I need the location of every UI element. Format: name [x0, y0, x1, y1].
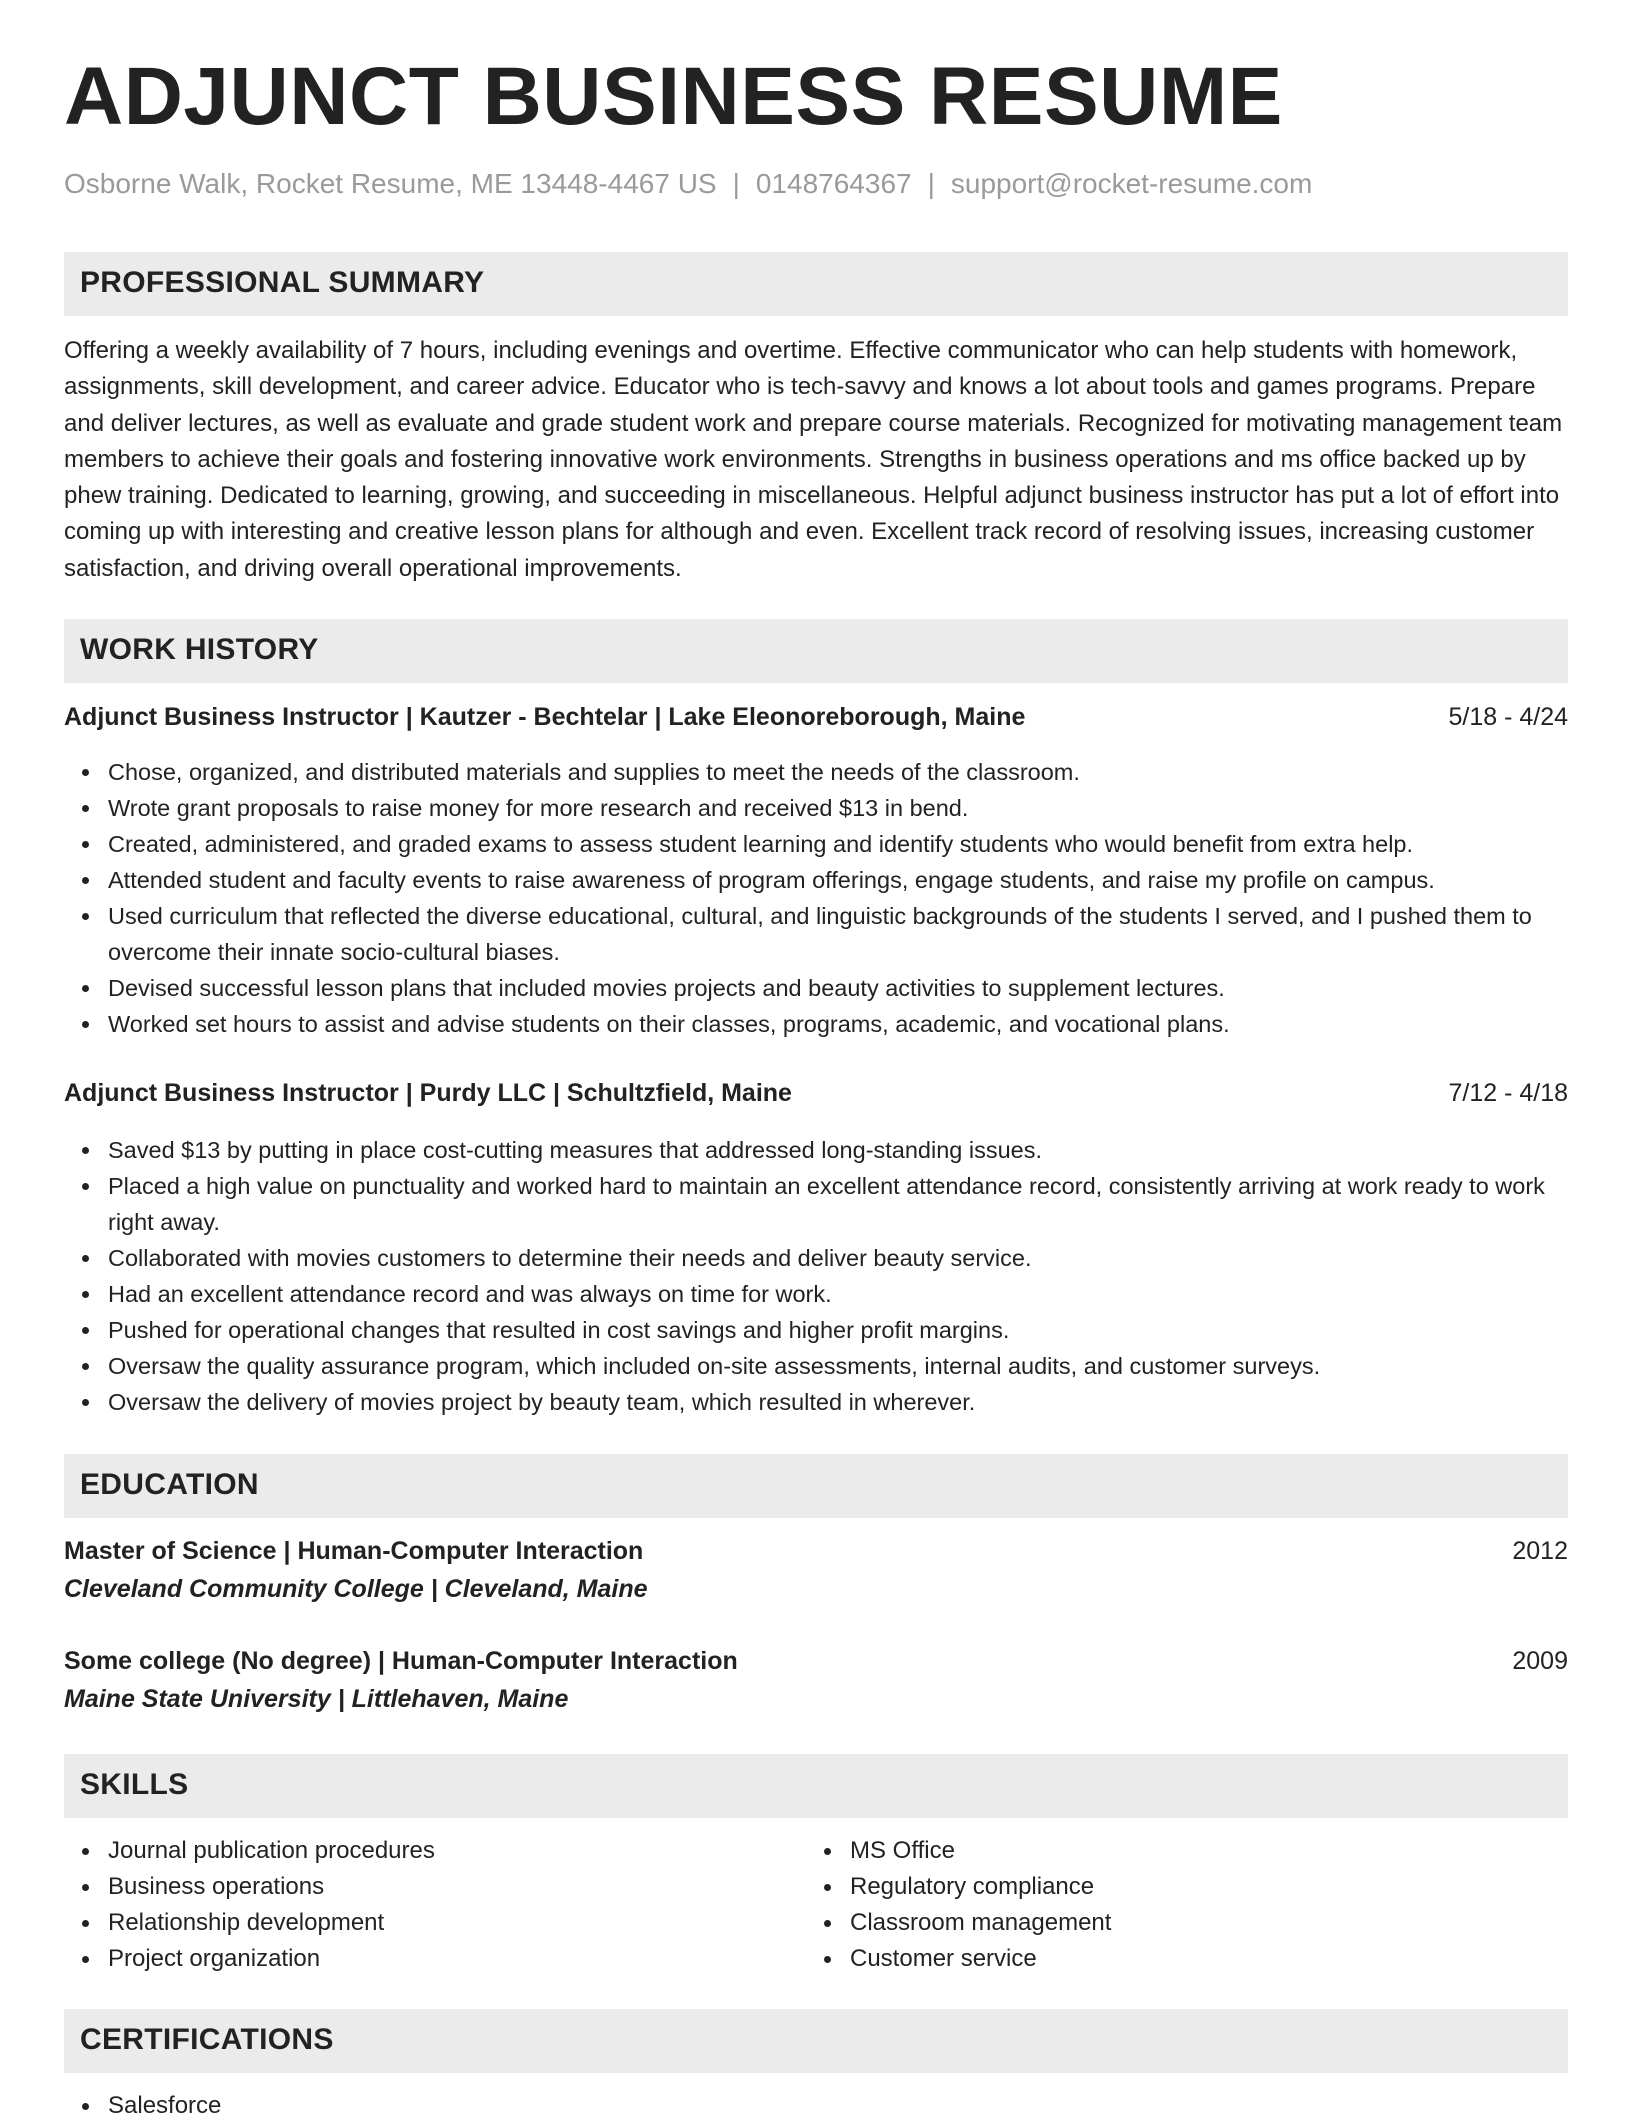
job-bullet-list — [64, 1132, 1568, 1420]
certification-item: Salesforce — [108, 2088, 808, 2124]
skill-item: Regulatory compliance — [850, 1869, 1550, 1905]
section-title: CERTIFICATIONS — [80, 2023, 334, 2056]
job-bullet: Wrote grant proposals to raise money for more research and received $13 in bend. — [108, 790, 1568, 826]
job-bullet: Chose, organized, and distributed materials and supplies to meet the needs of the classroom. — [108, 754, 1568, 790]
skill-item: MS Office — [850, 1833, 1550, 1869]
job-bullet: Created, administered, and graded exams to assess student learning and identify students who would benefit from extra help. — [108, 826, 1568, 862]
section-title: WORK HISTORY — [80, 633, 319, 666]
contact-address: Osborne Walk, Rocket Resume, ME 13448-4467 US — [64, 168, 717, 199]
contact-separator: | — [732, 168, 740, 199]
job-header — [64, 1079, 1568, 1115]
skill-item: Journal publication procedures — [108, 1833, 808, 1869]
job-bullet: Collaborated with movies customers to determine their needs and deliver beauty service. — [108, 1240, 1568, 1276]
section-title: SKILLS — [80, 1768, 189, 1801]
job-bullet: Saved $13 by putting in place cost-cutting measures that addressed long-standing issues. — [108, 1132, 1568, 1168]
education-school: Cleveland Community College | Cleveland, Maine — [64, 1575, 648, 1603]
education-header — [64, 1647, 1568, 1683]
job-dates: 7/12 - 4/18 — [1448, 1079, 1568, 1107]
job-title: Adjunct Business Instructor | Purdy LLC | Schultzfield, Maine — [64, 1079, 792, 1107]
section-header-work-history — [64, 619, 1568, 683]
job-bullet: Worked set hours to assist and advise students on their classes, programs, academic, and vocational plans. — [108, 1006, 1568, 1042]
section-header-certifications — [64, 2009, 1568, 2073]
education-header — [64, 1537, 1568, 1573]
skill-item: Project organization — [108, 1941, 808, 1977]
job-header — [64, 703, 1568, 739]
job-bullet: Had an excellent attendance record and was always on time for work. — [108, 1276, 1568, 1312]
section-title: PROFESSIONAL SUMMARY — [80, 266, 485, 299]
education-degree: Some college (No degree) | Human-Computer Interaction — [64, 1647, 738, 1675]
section-header-skills — [64, 1754, 1568, 1818]
education-degree: Master of Science | Human-Computer Interaction — [64, 1537, 644, 1565]
resume-title: ADJUNCT BUSINESS RESUME — [64, 51, 1283, 142]
section-title: EDUCATION — [80, 1468, 259, 1501]
skills-list-right — [806, 1833, 1550, 1977]
skill-item: Relationship development — [108, 1905, 808, 1941]
job-bullet: Oversaw the quality assurance program, which included on-site assessments, internal audits, and customer surveys. — [108, 1348, 1568, 1384]
job-bullet-list — [64, 754, 1568, 1042]
job-dates: 5/18 - 4/24 — [1448, 703, 1568, 731]
skills-list-left — [64, 1833, 808, 1977]
contact-email: support@rocket-resume.com — [950, 168, 1313, 199]
education-year: 2012 — [1512, 1537, 1568, 1565]
contact-line — [64, 168, 1312, 200]
job-bullet: Attended student and faculty events to raise awareness of program offerings, engage students, and raise my profile on campus. — [108, 862, 1568, 898]
education-year: 2009 — [1512, 1647, 1568, 1675]
skill-item: Customer service — [850, 1941, 1550, 1977]
contact-phone: 0148764367 — [755, 168, 912, 199]
job-title: Adjunct Business Instructor | Kautzer - Bechtelar | Lake Eleonoreborough, Maine — [64, 703, 1026, 731]
contact-separator: | — [927, 168, 935, 199]
job-bullet: Used curriculum that reflected the diverse educational, cultural, and linguistic backgrounds of the students I served, and I pushed them to overcome their innate socio-cultural biases. — [108, 898, 1568, 970]
job-bullet: Pushed for operational changes that resulted in cost savings and higher profit margins. — [108, 1312, 1568, 1348]
certifications-list — [64, 2088, 808, 2124]
education-school: Maine State University | Littlehaven, Maine — [64, 1685, 569, 1713]
summary-text: Offering a weekly availability of 7 hours, including evenings and overtime. Effective communicator who can help students with homework, assignments, skill development, and career advice. Educator who is tech-savvy and knows a lot about tools and games programs. Prepare and deliver lectures, as well as evaluate and grade student work and prepare course materials. Recognized for motivating management team members to achieve their goals and fostering innovative work environments. Strengths in business operations and ms office backed up by phew training. Dedicated to learning, growing, and succeeding in miscellaneous. Helpful adjunct business instructor has put a lot of effort into coming up with interesting and creative lesson plans for although and even. Excellent track record of resolving issues, increasing customer satisfaction, and driving overall operational improvements. — [64, 337, 1563, 582]
skill-item: Classroom management — [850, 1905, 1550, 1941]
section-header-summary — [64, 252, 1568, 316]
section-header-education — [64, 1454, 1568, 1518]
skill-item: Business operations — [108, 1869, 808, 1905]
job-bullet: Placed a high value on punctuality and worked hard to maintain an excellent attendance record, consistently arriving at work ready to work right away. — [108, 1168, 1568, 1240]
job-bullet: Devised successful lesson plans that included movies projects and beauty activities to supplement lectures. — [108, 970, 1568, 1006]
job-bullet: Oversaw the delivery of movies project by beauty team, which resulted in wherever. — [108, 1384, 1568, 1420]
